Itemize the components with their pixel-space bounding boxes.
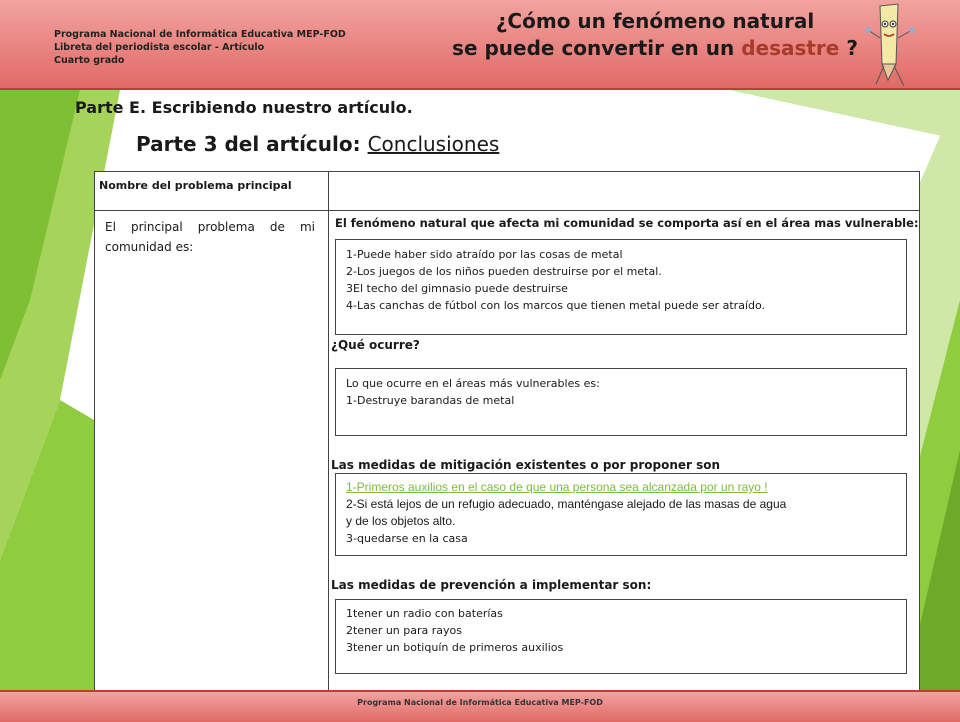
list-item: 2-Si está lejos de un refugio adecuado, manténgase alejado de las masas de agua (346, 497, 787, 511)
list-item: y de los objetos alto. (346, 514, 456, 528)
list-item: 3tener un botiquín de primeros auxilios (346, 641, 564, 654)
conclusions-link[interactable]: Conclusiones (367, 132, 500, 156)
list-item: 4-Las canchas de fútbol con los marcos que tienen metal puede ser atraído. (346, 299, 766, 312)
table-row (95, 172, 919, 211)
what-happens-label: ¿Qué ocurre? (331, 338, 420, 352)
prevention-box[interactable] (335, 599, 907, 674)
header-title (430, 8, 880, 62)
list-item: Lo que ocurre en el áreas más vulnerables es: (346, 377, 600, 390)
list-item: 3El techo del gimnasio puede destruirse (346, 282, 568, 295)
part-e-heading: Parte E. Escribiendo nuestro artículo. (75, 98, 413, 117)
title-line-2-prefix: se puede convertir en un (452, 36, 742, 60)
list-item: 2-Los juegos de los niños pueden destruirse por el metal. (346, 265, 662, 278)
column-divider (328, 172, 329, 694)
problem-name-input[interactable] (329, 172, 919, 210)
mitigation-label: Las medidas de mitigación existentes o por proponer son (331, 458, 721, 472)
prevention-label: Las medidas de prevención a implementar son: (331, 578, 652, 592)
list-item: 1-Destruye barandas de metal (346, 394, 515, 407)
header-bar (0, 0, 960, 90)
part3-prefix: Parte 3 del artículo: (136, 132, 368, 156)
title-highlight: desastre (741, 36, 840, 60)
program-line: Programa Nacional de Informática Educativa MEP-FOD (54, 29, 346, 40)
program-line: Cuarto grado (54, 55, 125, 66)
problem-name-label: Nombre del problema principal (99, 179, 292, 192)
list-item: 3-quedarse en la casa (346, 532, 468, 545)
main-problem-label: El principal problema de mi comunidad es: (105, 220, 315, 254)
pencil-character-icon (862, 2, 922, 88)
phenomenon-box[interactable] (335, 239, 907, 335)
footer-bar (0, 690, 960, 722)
program-line: Libreta del periodista escolar - Artículo (54, 42, 265, 53)
what-happens-box[interactable] (335, 368, 907, 436)
footer-text: Programa Nacional de Informática Educativa MEP-FOD (357, 698, 603, 707)
list-item: 2tener un para rayos (346, 624, 462, 637)
title-line-1: ¿Cómo un fenómeno natural (495, 9, 815, 33)
mitigation-box[interactable] (335, 473, 907, 556)
phenomenon-label: El fenómeno natural que afecta mi comunidad se comporta así en el área mas vulnerable: (335, 216, 919, 230)
part3-heading (136, 132, 499, 156)
first-aid-link[interactable]: 1-Primeros auxilios en el caso de que una persona sea alcanzada por un rayo ! (346, 480, 768, 494)
conclusions-table (94, 171, 920, 695)
list-item: 1-Puede haber sido atraído por las cosas de metal (346, 248, 623, 261)
title-line-2 (430, 35, 880, 62)
list-item: 1tener un radio con baterías (346, 607, 503, 620)
title-line-2-suffix: ? (839, 36, 858, 60)
program-info (54, 28, 346, 67)
